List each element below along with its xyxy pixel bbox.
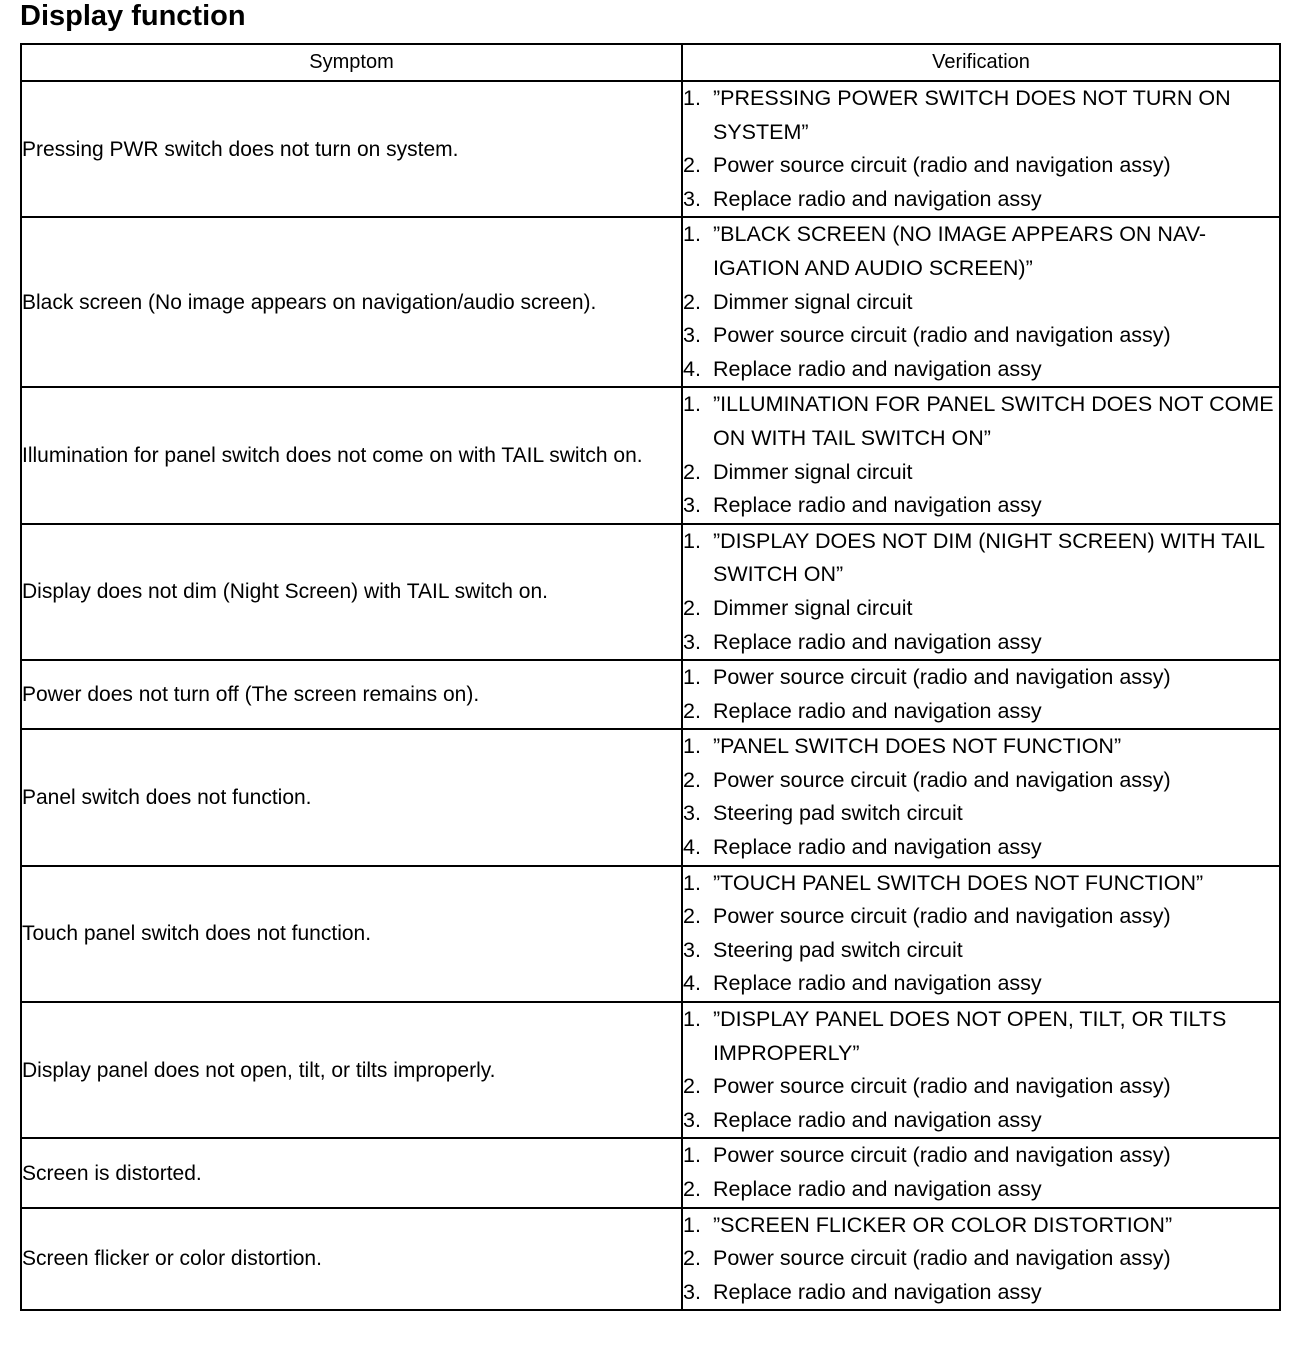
verification-steps-list bbox=[683, 1003, 1279, 1137]
verification-step bbox=[683, 967, 1279, 1001]
table-header bbox=[21, 44, 1280, 81]
verification-step bbox=[683, 831, 1279, 865]
step-number: 2. bbox=[683, 698, 701, 723]
verification-cell bbox=[682, 81, 1280, 217]
step-number: 2. bbox=[683, 289, 701, 314]
verification-step bbox=[683, 319, 1279, 353]
symptom-cell: Power does not turn off (The screen remains on). bbox=[21, 660, 682, 729]
step-number: 3. bbox=[683, 629, 701, 654]
step-text: Replace radio and navigation assy bbox=[713, 835, 1042, 860]
step-number: 2. bbox=[683, 904, 701, 929]
step-text: Replace radio and navigation assy bbox=[713, 971, 1042, 996]
verification-step bbox=[683, 1070, 1279, 1104]
step-number: 1. bbox=[683, 1143, 701, 1168]
verification-step bbox=[683, 286, 1279, 320]
step-text: Replace radio and navigation assy bbox=[713, 1107, 1042, 1132]
step-number: 2. bbox=[683, 595, 701, 620]
step-text: Dimmer signal circuit bbox=[713, 459, 913, 484]
symptom-cell: Black screen (No image appears on navigation/audio screen). bbox=[21, 217, 682, 387]
step-number: 4. bbox=[683, 835, 701, 860]
step-number: 2. bbox=[683, 1074, 701, 1099]
table-row bbox=[21, 387, 1280, 523]
step-text: Replace radio and navigation assy bbox=[713, 356, 1042, 381]
verification-steps-list bbox=[683, 218, 1279, 386]
step-text: Replace radio and navigation assy bbox=[713, 493, 1042, 518]
verification-steps-list bbox=[683, 730, 1279, 864]
symptom-cell: Pressing PWR switch does not turn on system. bbox=[21, 81, 682, 217]
header-row bbox=[21, 44, 1280, 81]
verification-cell bbox=[682, 1208, 1280, 1311]
verification-step bbox=[683, 183, 1279, 217]
table-row bbox=[21, 81, 1280, 217]
step-text: Power source circuit (radio and navigation assy) bbox=[713, 153, 1171, 178]
step-number: 3. bbox=[683, 801, 701, 826]
verification-step bbox=[683, 934, 1279, 968]
step-text: ”BLACK SCREEN (NO IMAGE APPEARS ON NAV-IGATION AND AUDIO SCREEN)” bbox=[713, 222, 1207, 280]
step-number: 2. bbox=[683, 153, 701, 178]
step-number: 1. bbox=[683, 222, 701, 247]
verification-step bbox=[683, 661, 1279, 695]
verification-step bbox=[683, 764, 1279, 798]
verification-step bbox=[683, 353, 1279, 387]
verification-step bbox=[683, 456, 1279, 490]
symptom-cell: Screen flicker or color distortion. bbox=[21, 1208, 682, 1311]
verification-step bbox=[683, 626, 1279, 660]
step-text: ”SCREEN FLICKER OR COLOR DISTORTION” bbox=[713, 1212, 1173, 1237]
verification-step bbox=[683, 388, 1279, 455]
verification-steps-list bbox=[683, 867, 1279, 1001]
step-text: Steering pad switch circuit bbox=[713, 801, 963, 826]
table-row bbox=[21, 660, 1280, 729]
table-row bbox=[21, 1002, 1280, 1138]
verification-step bbox=[683, 1276, 1279, 1310]
step-text: Power source circuit (radio and navigation assy) bbox=[713, 767, 1171, 792]
verification-step bbox=[683, 218, 1279, 285]
symptom-cell: Display does not dim (Night Screen) with TAIL switch on. bbox=[21, 524, 682, 660]
verification-cell bbox=[682, 866, 1280, 1002]
step-number: 1. bbox=[683, 734, 701, 759]
symptom-cell: Touch panel switch does not function. bbox=[21, 866, 682, 1002]
verification-step bbox=[683, 1104, 1279, 1138]
verification-cell bbox=[682, 1138, 1280, 1207]
verification-steps-list bbox=[683, 388, 1279, 522]
step-text: Replace radio and navigation assy bbox=[713, 1279, 1042, 1304]
step-number: 1. bbox=[683, 86, 701, 110]
step-number: 1. bbox=[683, 1212, 701, 1237]
page-title: Display function bbox=[20, 0, 246, 32]
step-number: 1. bbox=[683, 528, 701, 553]
verification-cell bbox=[682, 387, 1280, 523]
step-number: 1. bbox=[683, 870, 701, 895]
step-text: Power source circuit (radio and navigation assy) bbox=[713, 904, 1171, 929]
table-row bbox=[21, 866, 1280, 1002]
verification-steps-list bbox=[683, 1209, 1279, 1310]
step-number: 2. bbox=[683, 1246, 701, 1271]
step-number: 3. bbox=[683, 493, 701, 518]
step-text: Replace radio and navigation assy bbox=[713, 1177, 1042, 1201]
step-text: ”TOUCH PANEL SWITCH DOES NOT FUNCTION” bbox=[713, 870, 1204, 895]
symptom-column-header: Symptom bbox=[21, 44, 682, 81]
verification-step bbox=[683, 695, 1279, 729]
verification-step bbox=[683, 525, 1279, 592]
symptom-cell: Display panel does not open, tilt, or tilts improperly. bbox=[21, 1002, 682, 1138]
verification-steps-list bbox=[683, 82, 1279, 216]
symptom-cell: Illumination for panel switch does not come on with TAIL switch on. bbox=[21, 387, 682, 523]
step-text: ”ILLUMINATION FOR PANEL SWITCH DOES NOT COME ON WITH TAIL SWITCH ON” bbox=[713, 392, 1274, 450]
step-text: Dimmer signal circuit bbox=[713, 289, 913, 314]
verification-step bbox=[683, 900, 1279, 934]
step-text: Power source circuit (radio and navigation assy) bbox=[713, 665, 1171, 690]
verification-step bbox=[683, 797, 1279, 831]
verification-cell bbox=[682, 524, 1280, 660]
verification-step bbox=[683, 1242, 1279, 1276]
step-text: Steering pad switch circuit bbox=[713, 937, 963, 962]
step-text: ”DISPLAY DOES NOT DIM (NIGHT SCREEN) WITH TAIL SWITCH ON” bbox=[713, 528, 1265, 587]
step-number: 3. bbox=[683, 323, 701, 348]
verification-cell bbox=[682, 660, 1280, 729]
step-text: Replace radio and navigation assy bbox=[713, 698, 1042, 723]
step-number: 2. bbox=[683, 767, 701, 792]
step-text: Replace radio and navigation assy bbox=[713, 629, 1042, 654]
step-number: 2. bbox=[683, 1177, 701, 1201]
step-number: 1. bbox=[683, 392, 701, 417]
step-text: Replace radio and navigation assy bbox=[713, 186, 1042, 211]
step-text: ”DISPLAY PANEL DOES NOT OPEN, TILT, OR TILTS IMPROPERLY” bbox=[713, 1007, 1227, 1065]
verification-step bbox=[683, 1003, 1279, 1070]
step-text: ”PANEL SWITCH DOES NOT FUNCTION” bbox=[713, 734, 1122, 759]
verification-step bbox=[683, 82, 1279, 149]
step-number: 2. bbox=[683, 459, 701, 484]
step-text: Power source circuit (radio and navigation assy) bbox=[713, 323, 1171, 348]
step-number: 3. bbox=[683, 186, 701, 211]
table-row bbox=[21, 217, 1280, 387]
symptom-cell: Panel switch does not function. bbox=[21, 729, 682, 865]
verification-steps-list bbox=[683, 661, 1279, 728]
step-number: 4. bbox=[683, 971, 701, 996]
step-number: 3. bbox=[683, 1107, 701, 1132]
symptom-verification-table bbox=[20, 43, 1281, 1311]
step-number: 3. bbox=[683, 1279, 701, 1304]
step-number: 4. bbox=[683, 356, 701, 381]
verification-cell bbox=[682, 729, 1280, 865]
verification-steps-list bbox=[683, 525, 1279, 659]
verification-column-header: Verification bbox=[682, 44, 1280, 81]
verification-step bbox=[683, 1173, 1279, 1207]
step-text: Power source circuit (radio and navigation assy) bbox=[713, 1143, 1171, 1168]
table-body bbox=[21, 81, 1280, 1310]
table-row bbox=[21, 1208, 1280, 1311]
table-row bbox=[21, 524, 1280, 660]
step-text: ”PRESSING POWER SWITCH DOES NOT TURN ON SYSTEM” bbox=[713, 86, 1231, 144]
verification-cell bbox=[682, 217, 1280, 387]
verification-steps-list bbox=[683, 1139, 1279, 1206]
step-text: Dimmer signal circuit bbox=[713, 595, 913, 620]
step-text: Power source circuit (radio and navigation assy) bbox=[713, 1074, 1171, 1099]
table-row bbox=[21, 729, 1280, 865]
verification-step bbox=[683, 489, 1279, 523]
verification-step bbox=[683, 1139, 1279, 1173]
step-text: Power source circuit (radio and navigation assy) bbox=[713, 1246, 1171, 1271]
step-number: 1. bbox=[683, 1007, 701, 1032]
verification-cell bbox=[682, 1002, 1280, 1138]
step-number: 3. bbox=[683, 937, 701, 962]
table-row bbox=[21, 1138, 1280, 1207]
verification-step bbox=[683, 867, 1279, 901]
verification-step bbox=[683, 1209, 1279, 1243]
verification-step bbox=[683, 149, 1279, 183]
verification-step bbox=[683, 592, 1279, 626]
symptom-cell: Screen is distorted. bbox=[21, 1138, 682, 1207]
step-number: 1. bbox=[683, 665, 701, 690]
verification-step bbox=[683, 730, 1279, 764]
